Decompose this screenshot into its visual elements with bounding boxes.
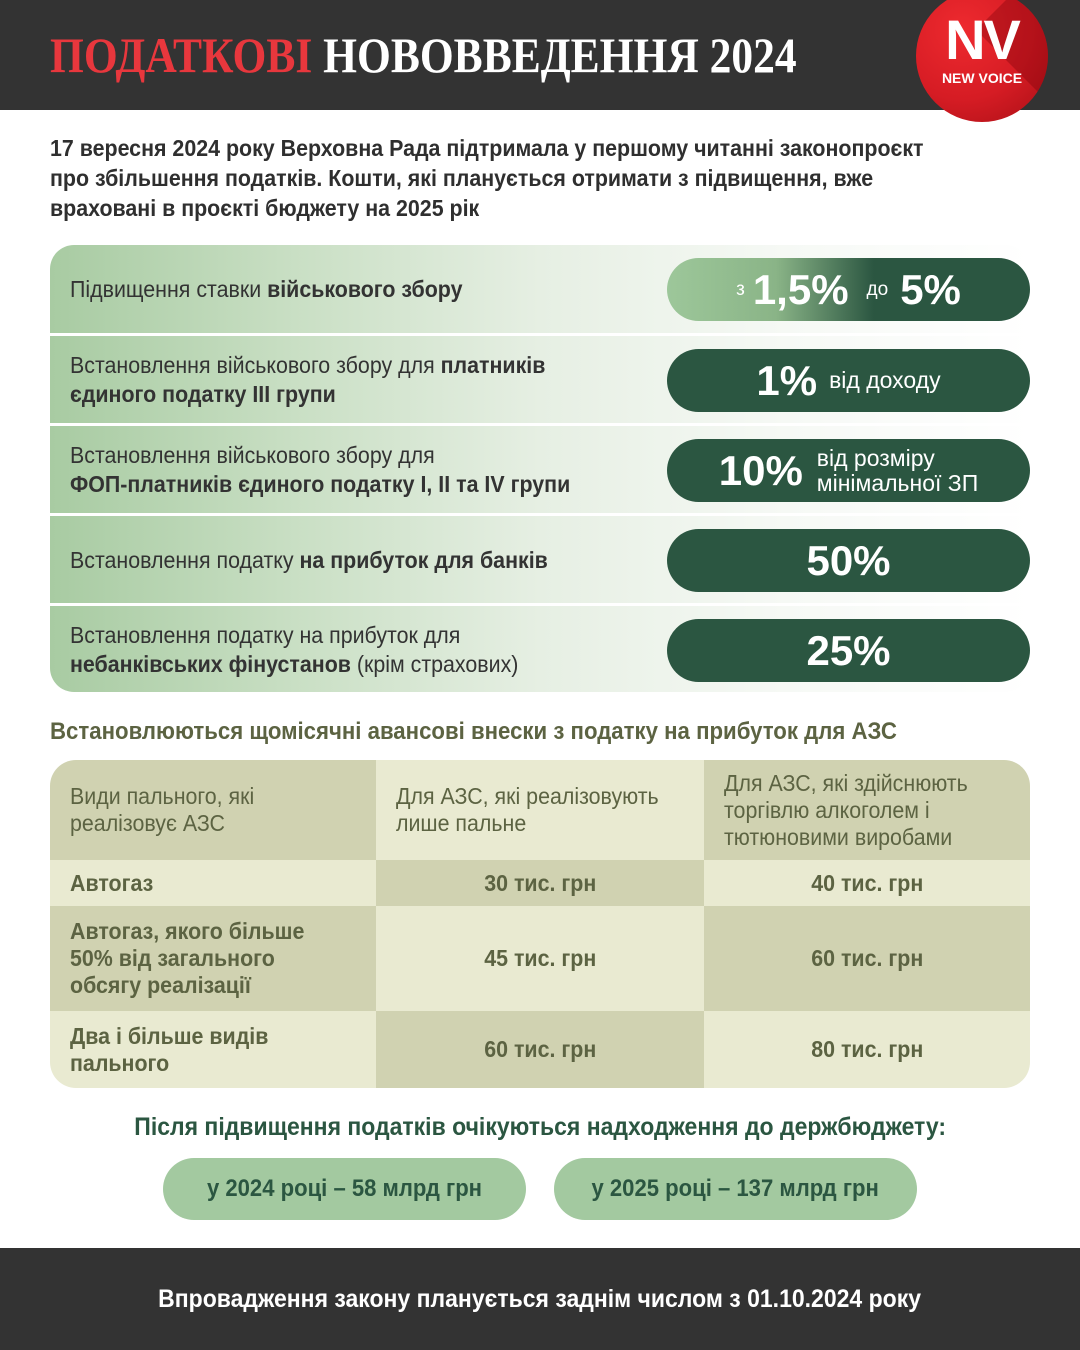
value-note-line: від розміру bbox=[816, 444, 935, 471]
value: 10% bbox=[718, 446, 803, 494]
change-label: Встановлення військового збору для ФОП-платників єдиного податку І, ІІ та IV групи bbox=[70, 442, 571, 497]
title-white: НОВОВВЕДЕННЯ 2024 bbox=[323, 27, 797, 83]
value: 1% bbox=[756, 356, 818, 404]
logo-text: NEW VOICE bbox=[941, 70, 1023, 86]
change-value bbox=[667, 349, 1030, 412]
value-prefix: з bbox=[736, 278, 745, 300]
logo-mark: NV bbox=[945, 8, 1019, 71]
change-label: Підвищення ставки військового збору bbox=[70, 275, 463, 302]
table-cell-type: Автогаз bbox=[50, 860, 376, 906]
value: 50% bbox=[806, 536, 891, 584]
table-cell: 30 тис. грн bbox=[376, 860, 704, 906]
azs-title: Встановлюються щомісячні авансові внески з податку на прибуток для АЗС bbox=[50, 718, 897, 745]
table-cell: 45 тис. грн bbox=[376, 906, 704, 1011]
value-from: 1,5% bbox=[752, 265, 849, 313]
tax-changes-panel bbox=[50, 245, 1030, 692]
change-label: Встановлення податку на прибуток для банків bbox=[70, 546, 548, 573]
revenue-2025: у 2025 році – 137 млрд грн bbox=[554, 1158, 917, 1220]
table-cell: 60 тис. грн bbox=[704, 906, 1030, 1011]
table-header: Для АЗС, які здійснюють торгівлю алкоголем і тютюновими виробами bbox=[704, 760, 1030, 860]
revenue-title: Після підвищення податків очікуються надходження до держбюджету: bbox=[134, 1113, 946, 1141]
change-value bbox=[667, 619, 1030, 682]
table-cell: 80 тис. грн bbox=[704, 1011, 1030, 1088]
footer-text: Впровадження закону планується заднім числом з 01.10.2024 року bbox=[158, 1284, 922, 1313]
table-header: Для АЗС, які реалізовують лише пальне bbox=[376, 760, 704, 860]
change-row bbox=[50, 423, 1030, 511]
change-row bbox=[50, 513, 1030, 601]
page-title bbox=[50, 26, 797, 84]
change-value bbox=[667, 258, 1030, 321]
value: 25% bbox=[806, 626, 891, 674]
table-cell: 40 тис. грн bbox=[704, 860, 1030, 906]
table-header: Види пального, які реалізовує АЗС bbox=[50, 760, 376, 860]
intro-text: 17 вересня 2024 року Верховна Рада підтримала у першому читанні законопроєкт про збільшення податків. Кошти, які планується отримати з підвищення, вже враховані в проєкті бюджету на 2025 рік bbox=[50, 135, 924, 221]
value-note bbox=[817, 446, 978, 496]
value-note-line: мінімальної ЗП bbox=[816, 469, 979, 496]
change-value bbox=[667, 439, 1030, 502]
title-red: ПОДАТКОВІ bbox=[50, 27, 313, 83]
value-note: від доходу bbox=[829, 367, 941, 393]
value-to: 5% bbox=[900, 265, 961, 313]
table-cell: 60 тис. грн bbox=[376, 1011, 704, 1088]
revenue-2024: у 2024 році – 58 млрд грн bbox=[163, 1158, 526, 1220]
change-row bbox=[50, 245, 1030, 333]
value-mid: до bbox=[866, 278, 889, 300]
table-cell-type: Автогаз, якого більше 50% від загального обсягу реалізації bbox=[50, 906, 376, 1011]
change-row bbox=[50, 333, 1030, 421]
azs-table bbox=[50, 760, 1030, 1088]
footer-bar bbox=[0, 1248, 1080, 1350]
table-cell-type: Два і більше видів пального bbox=[50, 1011, 376, 1088]
change-row bbox=[50, 603, 1030, 691]
change-label: Встановлення податку на прибуток для небанківських фінустанов (крім страхових) bbox=[70, 622, 519, 677]
change-label: Встановлення військового збору для платників єдиного податку ІІІ групи bbox=[70, 352, 546, 407]
change-value bbox=[667, 529, 1030, 592]
